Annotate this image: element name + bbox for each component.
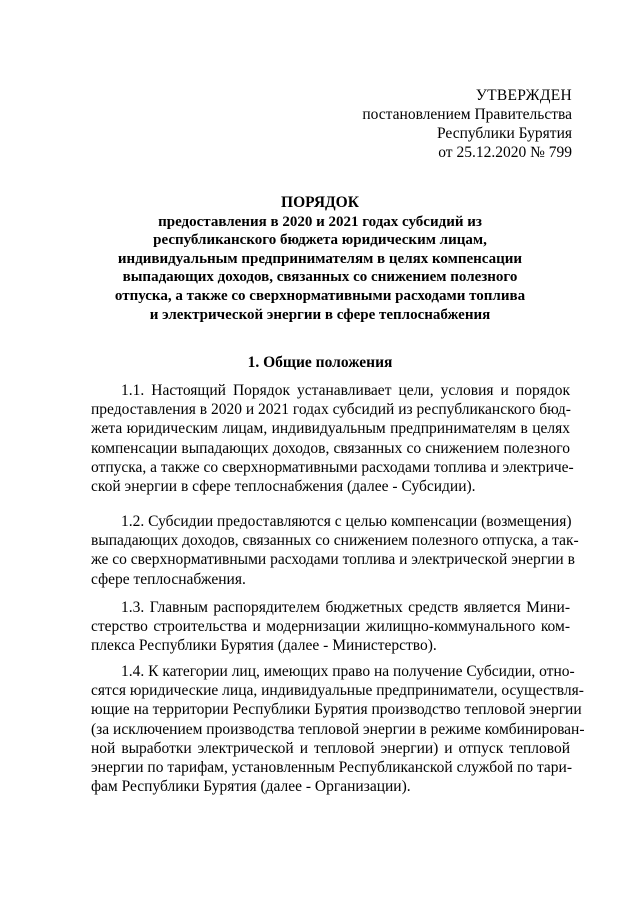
paragraph-line: ской энергии в сфере теплоснабжения (далее - Субсидии).	[91, 477, 476, 495]
document-subtitle-line: отпуска, а также со сверхнормативными расходами топлива	[114, 287, 526, 304]
paragraph-line: 1.1. Настоящий Порядок устанавливает цели, условия и порядок	[121, 382, 570, 399]
document-subtitle-line: выпадающих доходов, связанных со снижением полезного	[122, 269, 518, 286]
paragraph-line: энергии по тарифам, установленным Республиканской службой по тари-	[91, 758, 573, 776]
paragraph-line: 1.2. Субсидии предоставляются с целью компенсации (возмещения)	[121, 513, 572, 530]
approval-issuer: постановлением Правительства	[362, 106, 572, 123]
paragraph-line: жета юридическим лицам, индивидуальным предпринимателям в целях	[91, 420, 570, 438]
paragraph-line: ной выработки электрической и тепловой энергии) и отпуск тепловой	[91, 739, 570, 757]
paragraph-line: компенсации выпадающих доходов, связанных со снижением полезного	[91, 439, 570, 457]
paragraph-1-4	[91, 662, 585, 796]
paragraph-line: сфере теплоснабжения.	[91, 570, 246, 588]
paragraph-line: же со сверхнормативными расходами топлива и электрической энергии в	[91, 551, 575, 569]
approval-government: Республики Бурятия	[437, 125, 572, 142]
approval-date-number: от 25.12.2020 № 799	[438, 144, 572, 161]
paragraph-1-2	[91, 512, 579, 589]
document-title: ПОРЯДОК	[281, 194, 359, 211]
paragraph-line: (за исключением производства тепловой энергии в режиме комбинирован-	[91, 720, 585, 738]
document-subtitle-line: предоставления в 2020 и 2021 годах субсидий из	[158, 213, 482, 230]
document-subtitle-line: республиканского бюджета юридическим лицам,	[153, 232, 487, 249]
paragraph-line: отпуска, а также со сверхнормативными расходами топлива и электриче-	[91, 458, 574, 476]
paragraph-line: сятся юридические лица, индивидуальные предприниматели, осуществля-	[91, 682, 584, 700]
paragraph-line: предоставления в 2020 и 2021 годах субсидий из республиканского бюд-	[91, 401, 571, 419]
paragraph-line: 1.4. К категории лиц, имеющих право на получение Субсидии, отно-	[121, 663, 575, 680]
paragraph-line: выпадающих доходов, связанных со снижением полезного отпуска, а так-	[91, 532, 579, 550]
approval-title: УТВЕРЖДЕН	[475, 87, 572, 104]
paragraph-line: плекса Республики Бурятия (далее - Министерство).	[91, 637, 437, 655]
document-subtitle-line: индивидуальным предпринимателям в целях компенсации	[117, 250, 523, 267]
paragraph-1-1	[91, 381, 574, 496]
section-title: 1. Общие положения	[247, 354, 393, 371]
paragraph-line: стерство строительства и модернизации жилищно-коммунального ком-	[91, 618, 570, 636]
document-subtitle-line: и электрической энергии в сфере теплоснабжения	[149, 306, 491, 323]
approval-stamp	[362, 86, 572, 162]
document-heading	[90, 194, 550, 324]
paragraph-1-3	[91, 598, 570, 656]
paragraph-line: фам Республики Бурятия (далее - Организации).	[91, 778, 411, 796]
paragraph-line: 1.3. Главным распорядителем бюджетных средств является Мини-	[121, 599, 570, 616]
paragraph-line: ющие на территории Республики Бурятия производство тепловой энергии	[91, 701, 582, 719]
